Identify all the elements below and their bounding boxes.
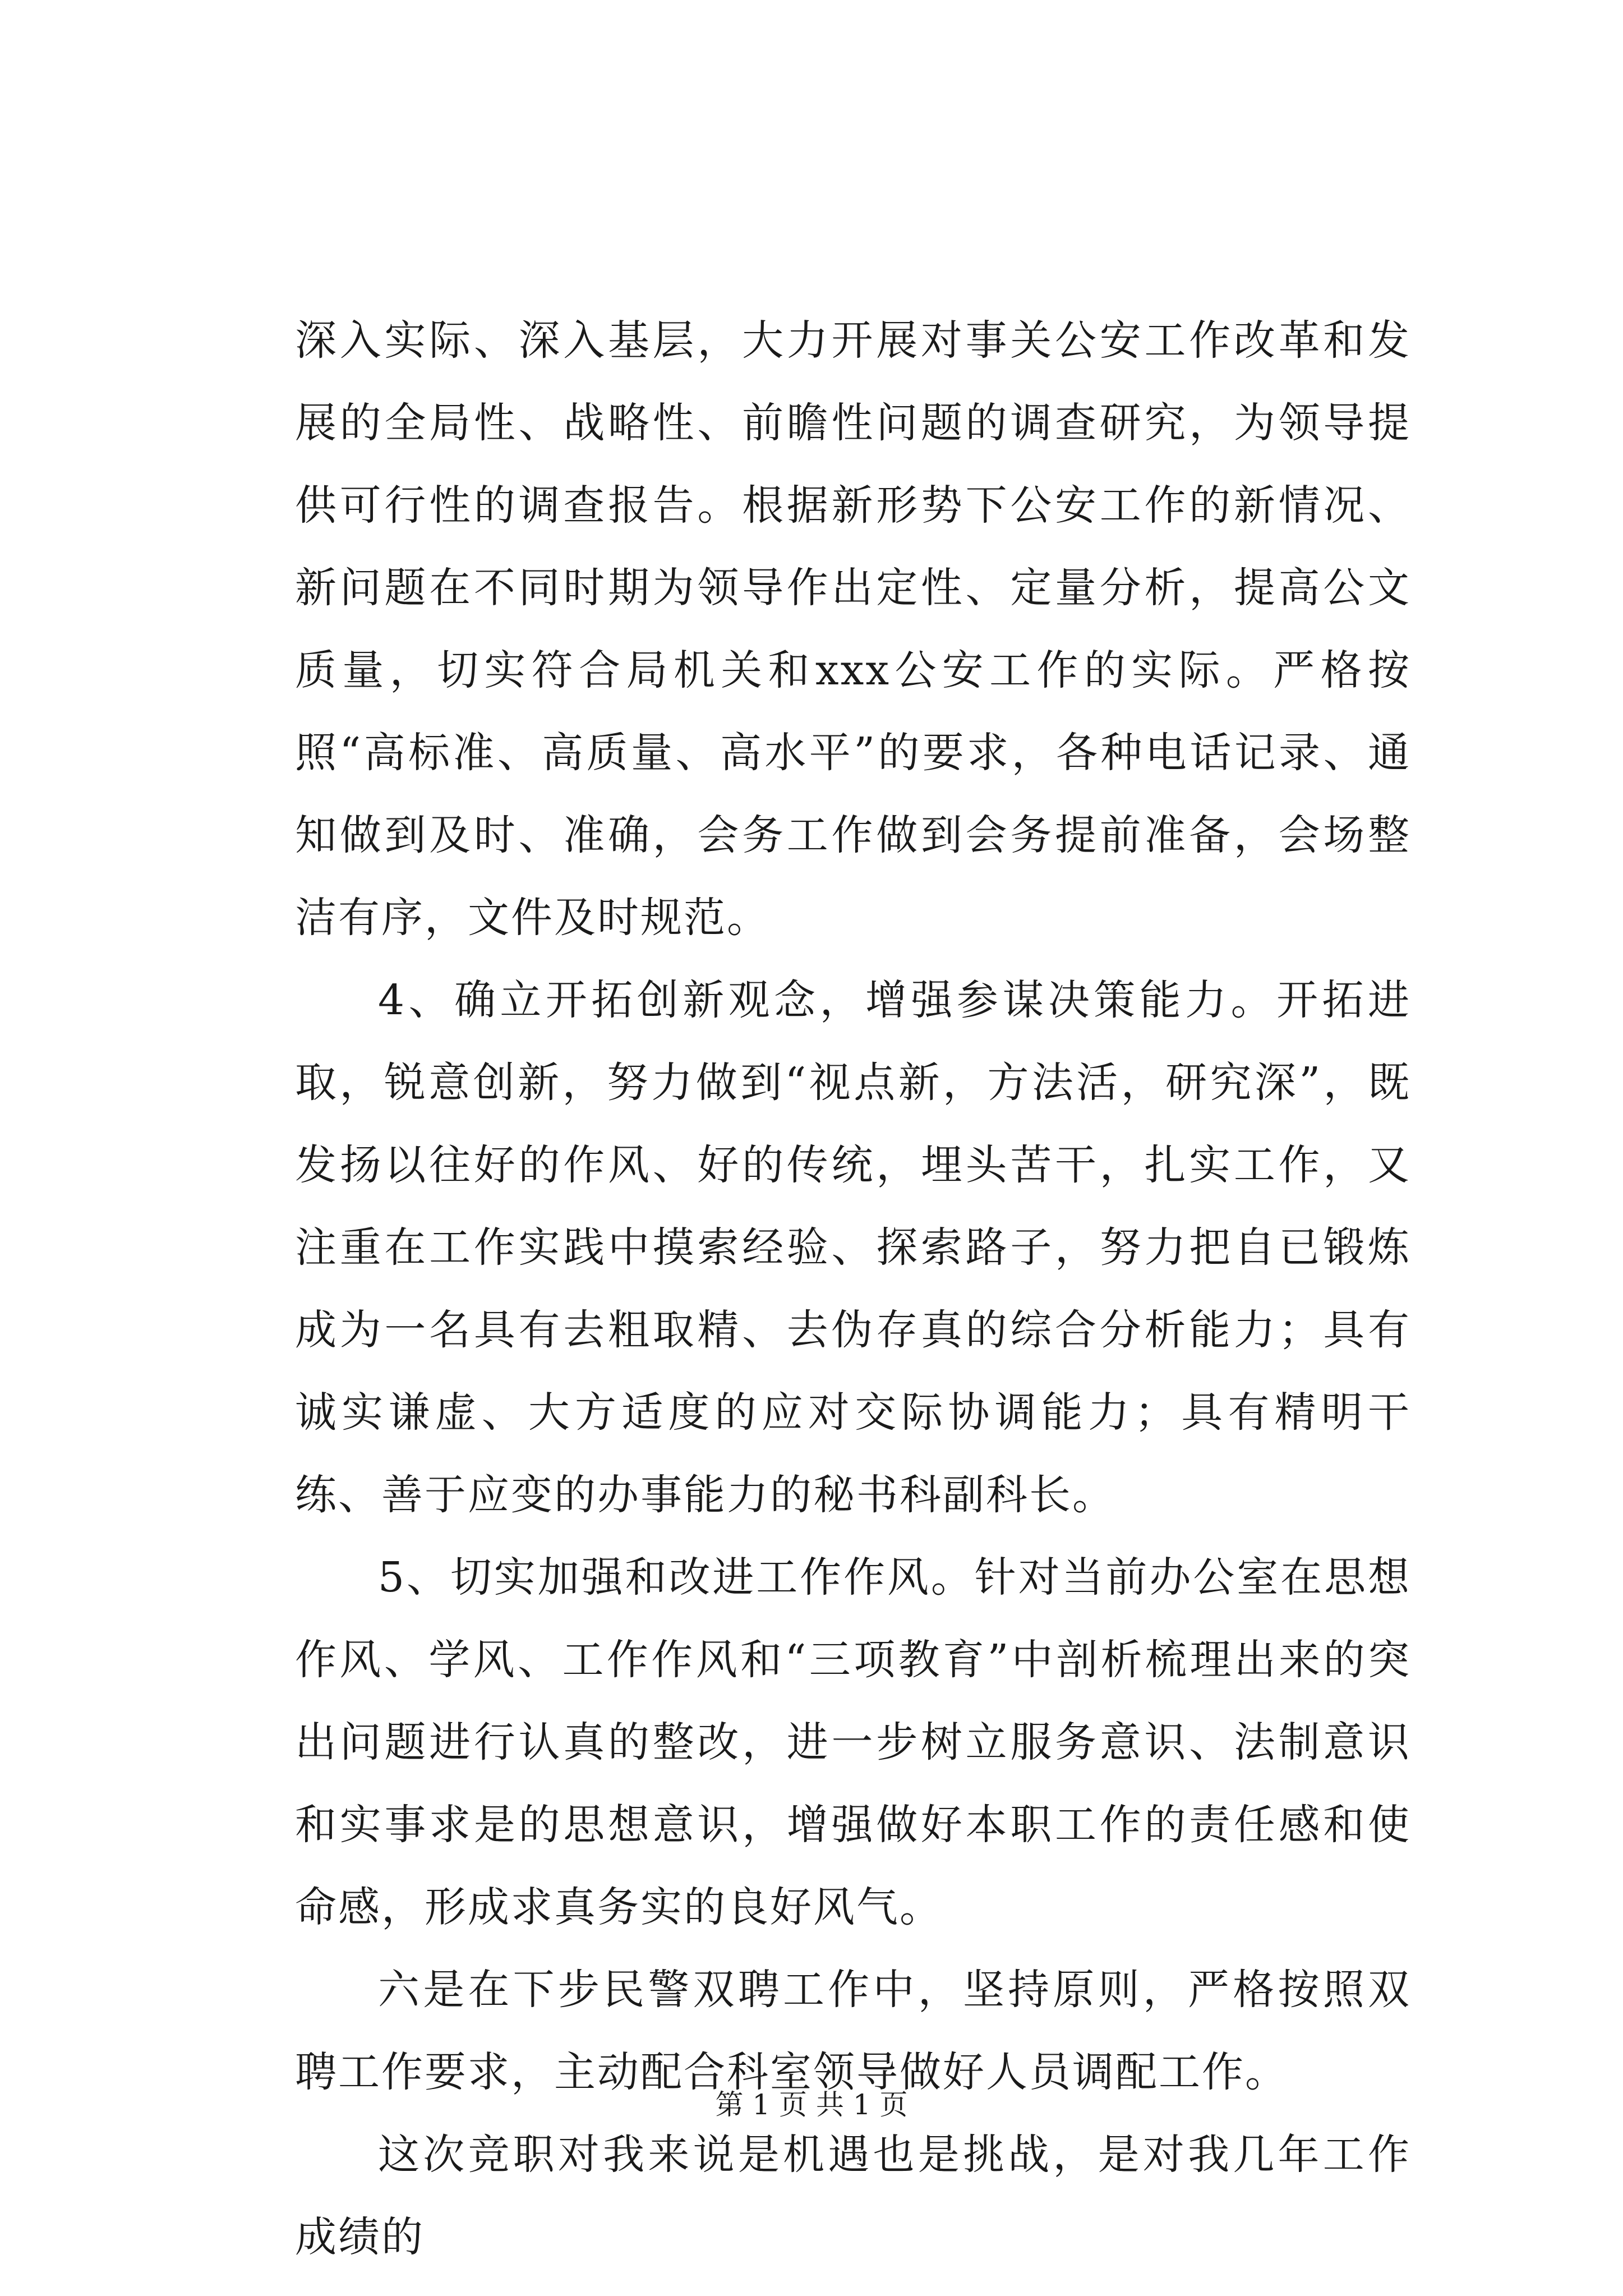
page-footer: 第 1 页 共 1 页 bbox=[715, 2088, 908, 2121]
paragraph-1: 深入实际、深入基层，大力开展对事关公安工作改革和发展的全局性、战略性、前瞻性问题的调查研究，为领导提供可行性的调查报告。根据新形势下公安工作的新情况、新问题在不同时期为领导作出定性、定量分析，提高公文质量，切实符合局机关和xxx公安工作的实际。严格按照“高标准、高质量、高水平”的要求，各种电话记录、通知做到及时、准确，会务工作做到会务提前准备，会场整洁有序，文件及时规范。 bbox=[295, 316, 1411, 942]
paragraph-4: 六是在下步民警双聘工作中，坚持原则，严格按照双聘工作要求，主动配合科室领导做好人员调配工作。 bbox=[295, 1966, 1411, 2096]
document-body bbox=[295, 300, 1411, 2279]
paragraph-2: 4、确立开拓创新观念，增强参谋决策能力。开拓进取，锐意创新，努力做到“视点新，方法活，研究深”，既发扬以往好的作风、好的传统，埋头苦干，扎实工作，又注重在工作实践中摸索经验、探索路子，努力把自已锻炼成为一名具有去粗取精、去伪存真的综合分析能力；具有诚实谦虚、大方适度的应对交际协调能力；具有精明干练、善于应变的办事能力的秘书科副科长。 bbox=[295, 976, 1411, 1519]
paragraph-3: 5、切实加强和改进工作作风。针对当前办公室在思想作风、学风、工作作风和“三项教育”中剖析梳理出来的突出问题进行认真的整改，进一步树立服务意识、法制意识和实事求是的思想意识，增强做好本职工作的责任感和使命感，形成求真务实的良好风气。 bbox=[295, 1553, 1411, 1931]
paragraph-5: 这次竞职对我来说是机遇也是挑战，是对我几年工作成绩的 bbox=[295, 2131, 1411, 2261]
